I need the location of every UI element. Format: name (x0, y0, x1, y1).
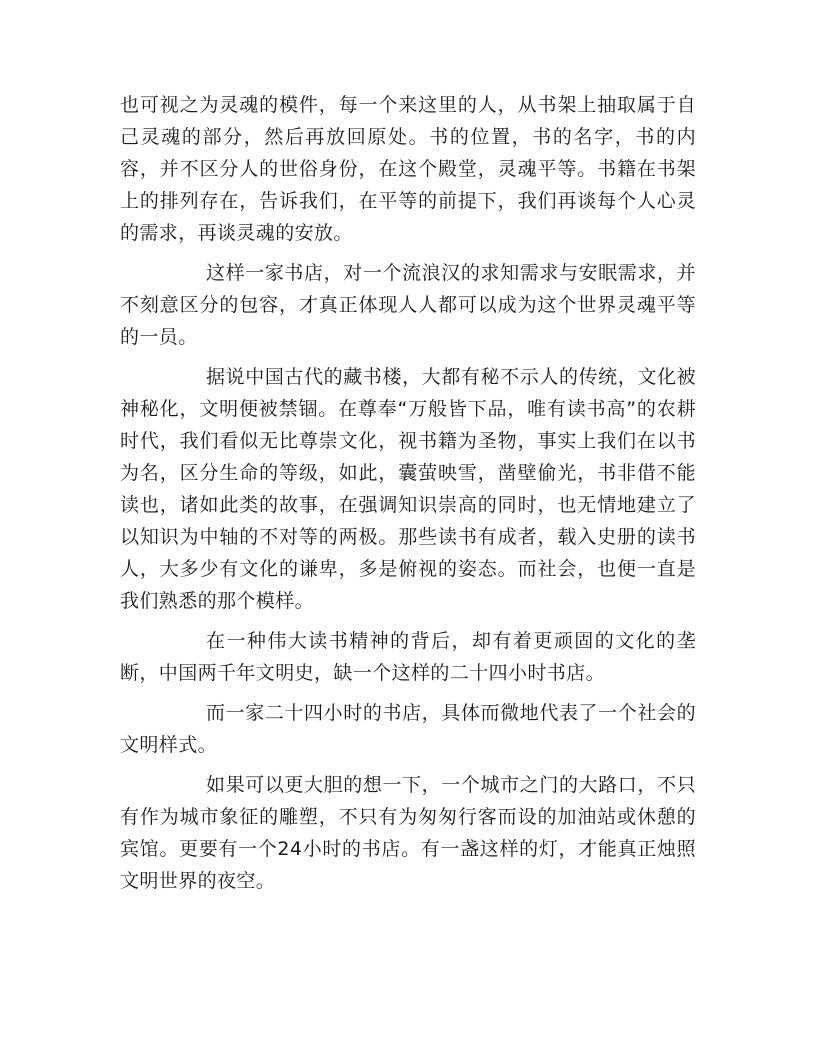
paragraph-6: 如果可以更大胆的想一下，一个城市之门的大路口，不只有作为城市象征的雕塑，不只有为匆匆行客而设的加油站或休憩的宾馆。更要有一个24小时的书店。有一盏这样的灯，才能真正烛照文明世界的夜空。 (120, 774, 696, 892)
paragraph-2: 这样一家书店，对一个流浪汉的求知需求与安眠需求，并不刻意区分的包容，才真正体现人人都可以成为这个世界灵魂平等的一员。 (120, 262, 696, 348)
document-body (120, 89, 696, 897)
paragraph-1: 也可视之为灵魂的模件，每一个来这里的人，从书架上抽取属于自己灵魂的部分，然后再放回原处。书的位置，书的名字，书的内容，并不区分人的世俗身份，在这个殿堂，灵魂平等。书籍在书架上的排列存在，告诉我们，在平等的前提下，我们再谈每个人心灵的需求，再谈灵魂的安放。 (120, 94, 696, 244)
paragraph-5: 而一家二十四小时的书店，具体而微地代表了一个社会的文明样式。 (120, 702, 696, 756)
paragraph-3: 据说中国古代的藏书楼，大都有秘不示人的传统，文化被神秘化，文明便被禁锢。在尊奉“万般皆下品，唯有读书高”的农耕时代，我们看似无比尊崇文化，视书籍为圣物，事实上我们在以书为名，区分生命的等级，如此，囊萤映雪，凿壁偷光，书非借不能读也，诸如此类的故事，在强调知识崇高的同时，也无情地建立了以知识为中轴的不对等的两极。那些读书有成者，载入史册的读书人，大多少有文化的谦卑，多是俯视的姿态。而社会，也便一直是我们熟悉的那个模样。 (120, 366, 696, 612)
paragraph-4: 在一种伟大读书精神的背后，却有着更顽固的文化的垄断，中国两千年文明史，缺一个这样的二十四小时书店。 (120, 630, 696, 684)
